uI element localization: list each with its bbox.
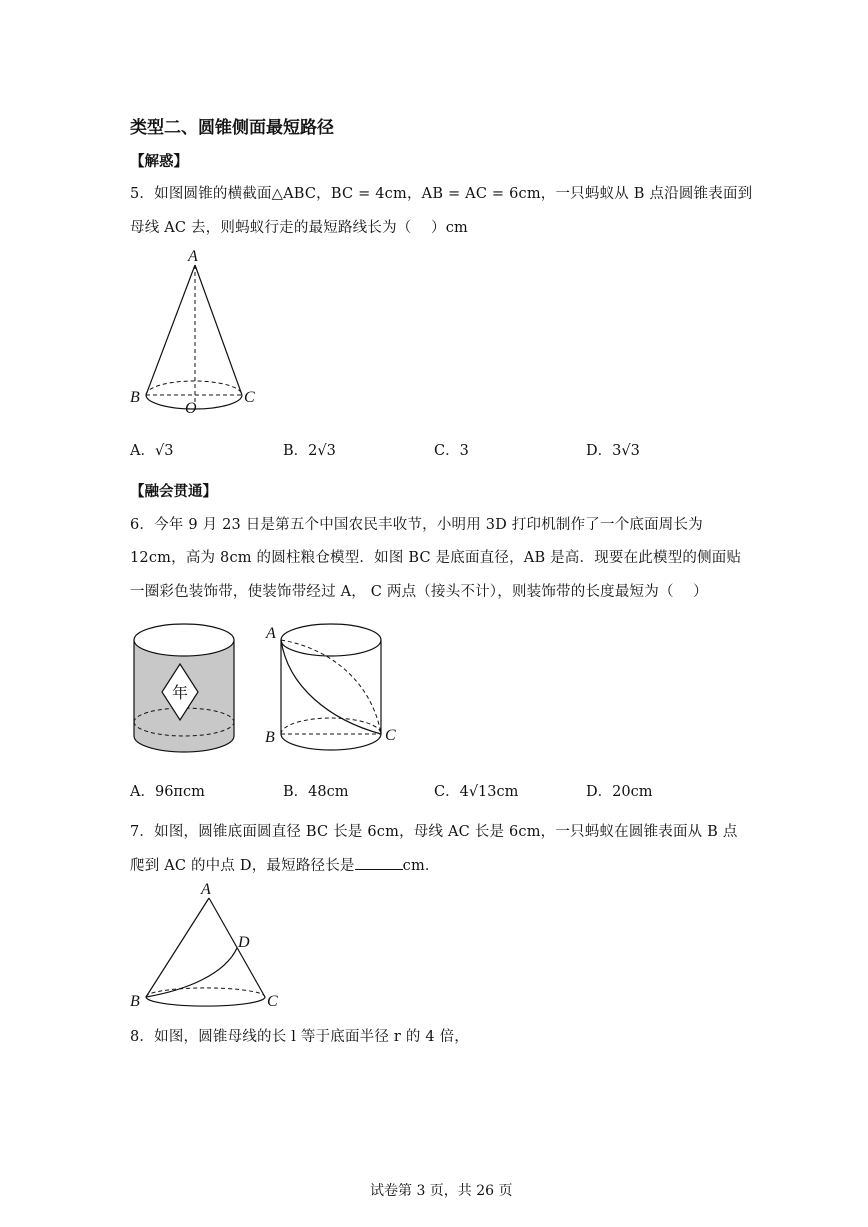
q6-label-a: A bbox=[266, 625, 276, 642]
q5-line2: 母线 AC 去，则蚂蚁行走的最短路线长为（ ）cm bbox=[130, 220, 468, 236]
q6-label-b: B bbox=[265, 729, 275, 746]
q7-base-back bbox=[146, 988, 265, 997]
q5-base-back bbox=[146, 381, 242, 395]
q6-option-d: D．20cm bbox=[586, 784, 653, 800]
q6-cylinder-top bbox=[281, 624, 381, 656]
q5-label-o: O bbox=[185, 400, 197, 417]
q6-cylinder-base-front bbox=[281, 734, 381, 750]
q6-ribbon-front bbox=[281, 640, 381, 734]
q7-label-d: D bbox=[238, 934, 250, 951]
q7-answer-blank bbox=[355, 856, 403, 870]
q7-line2-text: 爬到 AC 的中点 D，最短路径长是 bbox=[130, 858, 355, 874]
q6-granary-top bbox=[134, 624, 234, 656]
q6-option-b: B．48cm bbox=[283, 784, 349, 800]
q6-option-a: A．96πcm bbox=[130, 784, 205, 800]
q6-cylinder-base-back bbox=[281, 718, 381, 734]
q5-cone-edge-ac bbox=[195, 265, 242, 395]
q7-label-b: B bbox=[130, 993, 140, 1010]
q7-line2 bbox=[130, 854, 440, 875]
q5-label-a: A bbox=[188, 248, 198, 265]
q7-cone-edge-ac bbox=[209, 898, 265, 997]
q6-granary-figure bbox=[128, 612, 240, 760]
q6-line1: 6．今年 9 月 23 日是第五个中国农民丰收节，小明用 3D 打印机制作了一个底面周长为 bbox=[130, 517, 703, 533]
q7-label-a: A bbox=[201, 881, 211, 898]
q6-fig-char: 年 bbox=[172, 683, 189, 702]
q5-label-b: B bbox=[130, 389, 140, 406]
section-title: 类型二、圆锥侧面最短路径 bbox=[130, 118, 334, 138]
q7-cone-edge-ab bbox=[146, 898, 209, 997]
q7-base-front bbox=[146, 997, 265, 1006]
q5-option-c: C．3 bbox=[434, 443, 469, 459]
q5-option-b: B．2√3 bbox=[283, 443, 336, 459]
page-footer: 试卷第 3 页，共 26 页 bbox=[370, 1183, 513, 1199]
q6-ribbon-back bbox=[281, 640, 381, 734]
q7-line2-unit: cm． bbox=[402, 858, 440, 874]
q5-option-a: A．√3 bbox=[130, 443, 174, 459]
jiehuo-label: 【解惑】 bbox=[130, 154, 188, 170]
q6-line2: 12cm，高为 8cm 的圆柱粮仓模型．如图 BC 是底面直径，AB 是高．现要在此模型的侧面贴 bbox=[130, 550, 742, 566]
ronghui-label: 【融会贯通】 bbox=[130, 484, 217, 500]
q6-option-c: C．4√13cm bbox=[434, 784, 519, 800]
q7-line1: 7．如图，圆锥底面圆直径 BC 长是 6cm，母线 AC 长是 6cm，一只蚂蚁在圆锥表面从 B 点 bbox=[130, 824, 738, 840]
q5-option-d: D．3√3 bbox=[586, 443, 640, 459]
q5-line1: 5．如图圆锥的横截面△ABC，BC = 4cm，AB = AC = 6cm，一只蚂蚁从 B 点沿圆锥表面到 bbox=[130, 186, 753, 202]
q5-label-c: C bbox=[244, 389, 255, 406]
q7-label-c: C bbox=[267, 993, 278, 1010]
q7-cone-figure bbox=[125, 878, 295, 1014]
q6-cylinder-figure bbox=[260, 612, 410, 760]
q7-shortest-path bbox=[146, 948, 237, 997]
q8-line1: 8．如图，圆锥母线的长 l 等于底面半径 r 的 4 倍， bbox=[130, 1029, 469, 1045]
q5-cone-figure bbox=[125, 245, 265, 420]
q5-cone-edge-ab bbox=[146, 265, 195, 395]
q6-label-c: C bbox=[385, 727, 396, 744]
q6-line3: 一圈彩色装饰带，使装饰带经过 A， C 两点（接头不计），则装饰带的长度最短为（ ） bbox=[130, 584, 708, 600]
